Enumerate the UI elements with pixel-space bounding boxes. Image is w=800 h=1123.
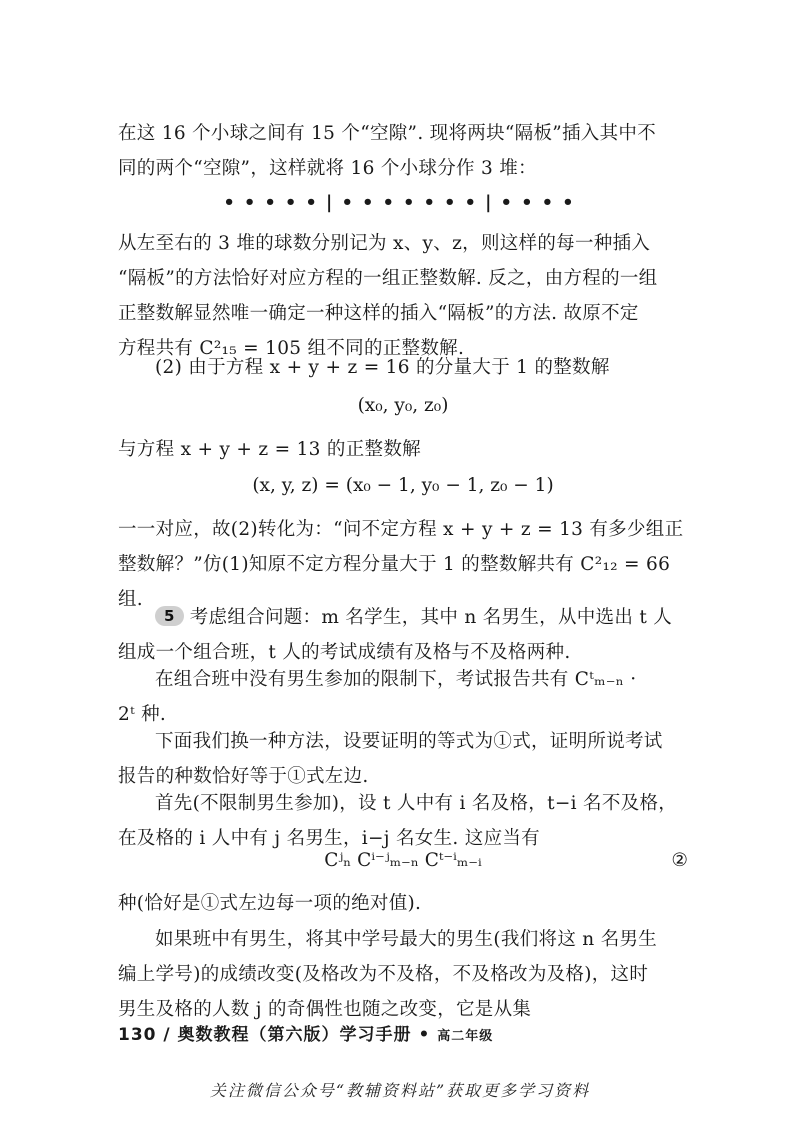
text-line: 整数解？”仿(1)知原不定方程分量大于 1 的整数解共有 C²₁₂ = 66 <box>118 554 671 575</box>
text-line: 下面我们换一种方法，设要证明的等式为①式，证明所说考试 <box>155 731 663 752</box>
equation-number: ② <box>671 850 688 871</box>
paragraph-alternate-method <box>118 724 688 794</box>
text-line: 考虑组合问题：m 名学生，其中 n 名男生，从中选出 t 人 <box>189 607 673 628</box>
page-footer <box>118 1020 493 1045</box>
text-line: 同的两个“空隙”，这样就将 16 个小球分作 3 堆： <box>118 158 537 179</box>
text-line: 在组合班中没有男生参加的限制下，考试报告共有 Cᵗₘ₋ₙ · <box>155 669 637 690</box>
balls-partition-diagram: •••••|•••••••|•••• <box>223 192 583 213</box>
equation-2 <box>118 850 688 871</box>
equation-tuple-x0: (x₀, y₀, z₀) <box>357 395 449 416</box>
grade-label: 高二年级 <box>437 1029 494 1044</box>
text-line: 从左至右的 3 堆的球数分别记为 x、y、z，则这样的每一种插入 <box>118 233 651 254</box>
text-line: 报告的种数恰好等于①式左边. <box>118 766 369 787</box>
text-line: 男生及格的人数 j 的奇偶性也随之改变，它是从集 <box>118 999 532 1020</box>
text-line: 正整数解显然唯一确定一种这样的插入“隔板”的方法. 故原不定 <box>118 303 639 324</box>
text-line: “隔板”的方法恰好对应方程的一组正整数解. 反之，由方程的一组 <box>118 268 658 289</box>
problem-5 <box>118 600 725 670</box>
text-line: 2ᵗ 种. <box>118 704 167 725</box>
text-line: 编上学号)的成绩改变(及格改为不及格，不及格改为及格)，这时 <box>118 964 649 985</box>
equation-combination-product: Cʲₙ Cⁱ⁻ʲₘ₋ₙ Cᵗ⁻ⁱₘ₋ᵢ <box>324 850 482 871</box>
paragraph-partition-explanation <box>118 226 688 366</box>
paragraph-part-2 <box>118 350 725 385</box>
paragraph-boys-parity <box>118 922 688 1027</box>
equation-substitution: (x, y, z) = (x₀ − 1, y₀ − 1, z₀ − 1) <box>252 475 554 496</box>
text-line: 在这 16 个小球之间有 15 个“空隙”. 现将两块“隔板”插入其中不 <box>118 123 656 144</box>
text-line: 首先(不限制男生参加)，设 t 人中有 i 名及格，t−i 名不及格， <box>155 793 678 814</box>
problem-number-badge: 5 <box>155 606 184 626</box>
text-line: 方程共有 C²₁₅ = 105 组不同的正整数解. <box>118 338 465 359</box>
text-line: 与方程 x + y + z = 13 的正整数解 <box>118 439 421 460</box>
paragraph-first-step <box>118 786 688 856</box>
text-line: 一一对应，故(2)转化为：“问不定方程 x + y + z = 13 有多少组正 <box>118 519 684 540</box>
text-line: 在及格的 i 人中有 j 名男生，i−j 名女生. 这应当有 <box>118 828 540 849</box>
page-number: 130 <box>118 1025 157 1045</box>
book-title: / 奥数教程（第六版）学习手册 • <box>163 1025 431 1045</box>
text-line: 种(恰好是①式左边每一项的绝对值). <box>118 893 422 914</box>
paragraph-absolute-value-note <box>118 886 688 921</box>
text-line: (2) 由于方程 x + y + z = 16 的分量大于 1 的整数解 <box>155 357 610 378</box>
watermark-note: 关注微信公众号“教辅资料站”获取更多学习资料 <box>209 1081 591 1100</box>
paragraph-balls-gaps <box>118 116 688 186</box>
text-line: 组. <box>118 589 143 610</box>
text-line: 如果班中有男生，将其中学号最大的男生(我们将这 n 名男生 <box>155 929 658 950</box>
text-line: 组成一个组合班，t 人的考试成绩有及格与不及格两种. <box>118 642 571 663</box>
paragraph-no-boys-restriction <box>118 662 688 732</box>
paragraph-positive-solutions <box>118 432 688 467</box>
